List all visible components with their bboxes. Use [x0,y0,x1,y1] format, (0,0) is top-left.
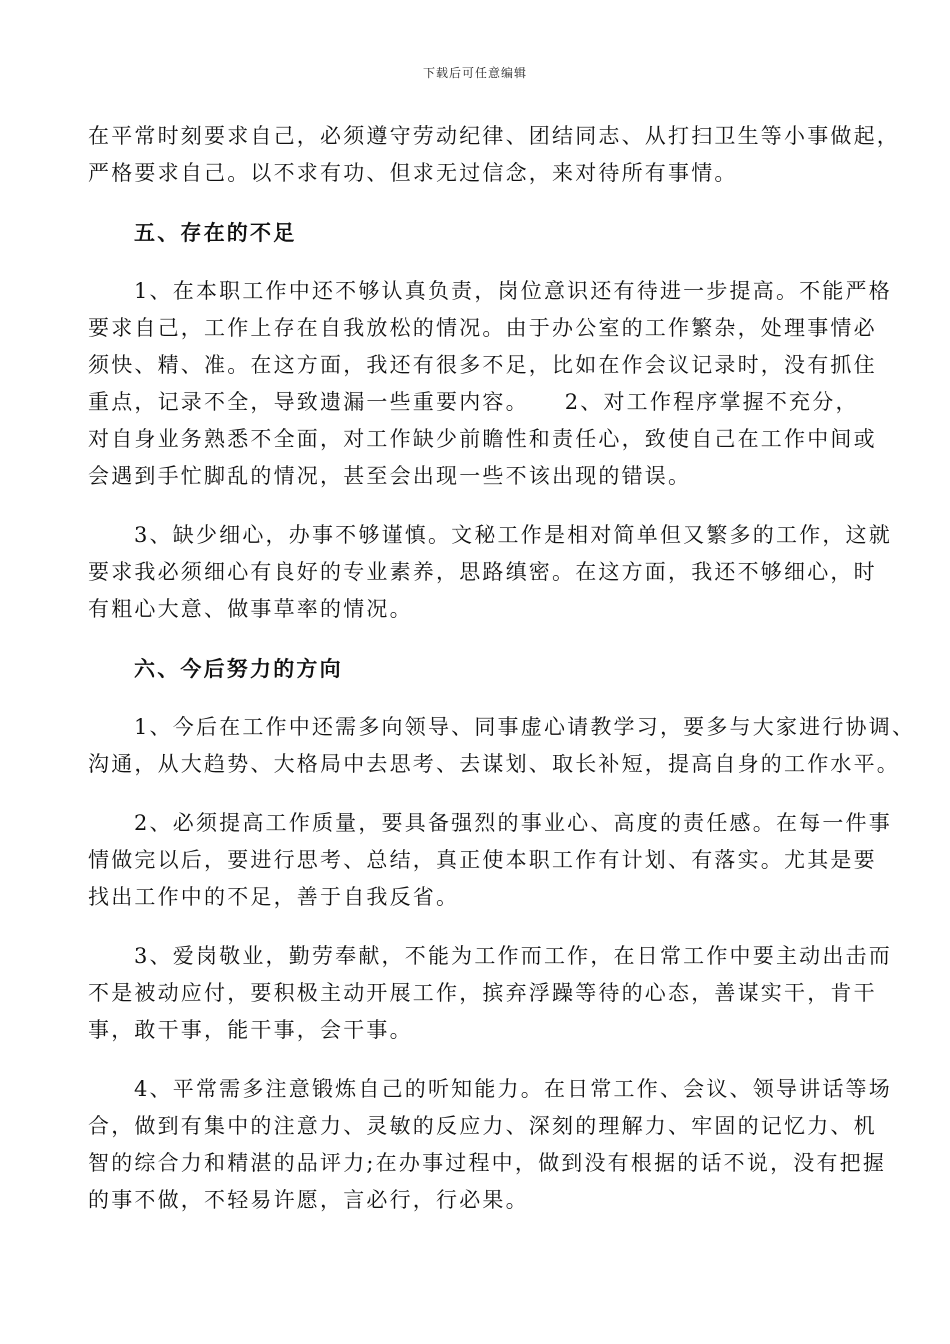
text-line: 情做完以后，要进行思考、总结，真正使本职工作有计划、有落实。尤其是要 [88,848,877,872]
document-body [88,118,916,1241]
text-line: 严格要求自己。以不求有功、但求无过信念，来对待所有事情。 [88,161,738,185]
text-line: 3、缺少细心，办事不够谨慎。文秘工作是相对简单但又繁多的工作，这就 [134,523,892,547]
text-line: 会遇到手忙脚乱的情况，甚至会出现一些不该出现的错误。 [88,464,692,488]
paragraph [88,273,892,495]
text-line: 1、今后在工作中还需多向领导、同事虚心请教学习，要多与大家进行协调、 [134,715,916,739]
text-line: 2、必须提高工作质量，要具备强烈的事业心、高度的责任感。在每一件事 [134,811,892,835]
paragraph [88,709,916,783]
text-line: 找出工作中的不足，善于自我反省。 [88,885,460,909]
paragraph [88,1071,892,1219]
text-line: 智的综合力和精湛的品评力;在办事过程中，做到没有根据的话不说，没有把握 [88,1151,887,1175]
text-line: 要求自己，工作上存在自我放松的情况。由于办公室的工作繁杂，处理事情必 [88,316,877,340]
text-line: 对自身业务熟悉不全面，对工作缺少前瞻性和责任心，致使自己在工作中间或 [88,427,877,451]
text-line: 在平常时刻要求自己，必须遵守劳动纪律、团结同志、从打扫卫生等小事做起， [88,124,900,148]
section-heading: 五、存在的不足 [134,220,297,245]
text-line: 事，敢干事，能干事，会干事。 [88,1018,413,1042]
text-line: 合，做到有集中的注意力、灵敏的反应力、深刻的理解力、牢固的记忆力、机 [88,1114,877,1138]
text-line: 不是被动应付，要积极主动开展工作，摈弃浮躁等待的心态，善谋实干，肯干 [88,981,877,1005]
section-heading: 六、今后努力的方向 [134,656,343,681]
text-line: 3、爱岗敬业，勤劳奉献，不能为工作而工作，在日常工作中要主动出击而 [134,944,892,968]
text-line: 有粗心大意、做事草率的情况。 [88,597,413,621]
text-line: 1、在本职工作中还不够认真负责，岗位意识还有待进一步提高。不能严格 [134,279,892,303]
paragraph [88,517,892,628]
text-line: 的事不做，不轻易许愿，言必行，行必果。 [88,1188,529,1212]
paragraph [88,118,900,192]
text-line: 要求我必须细心有良好的专业素养，思路缜密。在这方面，我还不够细心，时 [88,560,877,584]
text-line: 须快、精、准。在这方面，我还有很多不足，比如在作会议记录时，没有抓住 [88,353,877,377]
paragraph [88,938,892,1049]
text-line: 4、平常需多注意锻炼自己的听知能力。在日常工作、会议、领导讲话等场 [134,1077,892,1101]
text-line: 重点，记录不全，导致遗漏一些重要内容。 2、对工作程序掌握不充分， [88,390,859,414]
text-line: 沟通，从大趋势、大格局中去思考、去谋划、取长补短，提高自身的工作水平。 [88,752,900,776]
page-header: 下载后可任意编辑 [422,66,527,80]
paragraph [88,805,892,916]
